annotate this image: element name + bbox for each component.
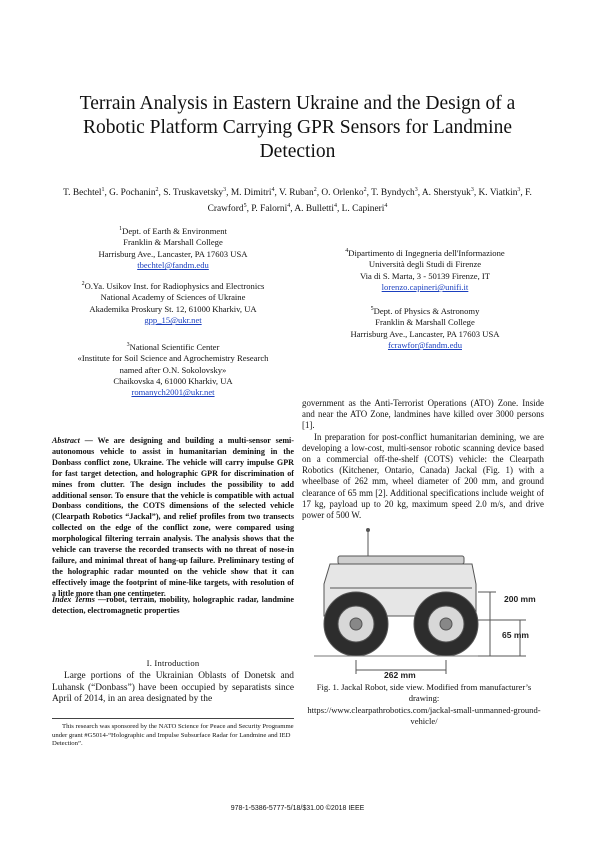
author-name: T. Byndych$^3$	[371, 187, 418, 199]
author-name: L. Capineri$^4$	[341, 203, 388, 215]
affiliation-3	[48, 340, 298, 399]
author-list: T. Bechtel$^1$, G. Pochanin$^2$, S. Truskavetsky$^3$, M. Dimitri$^4$, V. Ruban$^2$, O. Orlenko$^2$, T. Byndych$^3$, A. Sherstyuk$^3$, K. Viatkin$^3$, F. Crawford$^5$, P. Falorni$^4$, A. Bulletti$^4$, L. Capineri$^4$	[63, 187, 532, 215]
right-paragraph-1: government as the Anti-Terrorist Operations (ATO) Zone. Inside and near the ATO Zone, landmines have killed over 3000 persons [1].	[302, 398, 544, 431]
author-affiliation-mark: 3	[517, 187, 521, 193]
author-name: K. Viatkin$^3$	[478, 187, 521, 199]
affiliation-5-line-3: Harrisburg Ave., Lancaster, PA 17603 USA	[350, 328, 500, 339]
index-terms-label: Index Terms	[52, 595, 95, 604]
affiliation-4-email[interactable]: lorenzo.capineri@unifi.it	[381, 282, 469, 293]
author-affiliation-mark: 2	[363, 187, 367, 193]
robot-figure	[300, 528, 548, 678]
affiliation-5-line-2: Franklin & Marshall College	[375, 317, 475, 328]
author-affiliation-mark: 2	[313, 187, 317, 193]
affiliation-3-line-3: named after O.N. Sokolovsky»	[119, 364, 227, 375]
affiliation-2	[48, 279, 298, 326]
author-name: F. Crawford$^5$	[207, 188, 532, 215]
intro-paragraph	[52, 671, 294, 706]
author-name: S. Truskavetsky$^3$	[163, 187, 227, 199]
robot-top-plate	[338, 556, 464, 564]
affiliation-1-line-2: Franklin & Marshall College	[123, 237, 223, 248]
author-name: G. Pochanin$^2$	[109, 187, 159, 199]
right-column-text	[302, 398, 544, 521]
dimension-clearance-label: 65 mm	[502, 630, 529, 640]
dimension-height-label: 200 mm	[504, 594, 536, 604]
author-affiliation-mark: 2	[155, 187, 159, 193]
author-affiliation-mark: 3	[223, 187, 227, 193]
section-heading: I. Introduction	[146, 658, 200, 668]
affiliation-2-email[interactable]: gpp_15@ukr.net	[144, 315, 202, 326]
figure-caption	[304, 682, 544, 728]
affiliation-3-line-1: $^3$National Scientific Center	[126, 341, 220, 352]
jackal-robot-drawing	[300, 528, 548, 678]
dimension-wheelbase-label: 262 mm	[384, 670, 416, 678]
author-name: V. Ruban$^2$	[278, 187, 317, 199]
affiliation-2-line-2: National Academy of Sciences of Ukraine	[100, 292, 246, 303]
affiliation-4-line-2: Università degli Studi di Firenze	[368, 259, 482, 270]
author-name: A. Bulletti$^4$	[294, 203, 337, 215]
author-affiliation-mark: 4	[384, 203, 388, 210]
caption-text: Fig. 1. Jackal Robot, side view. Modified from manufacturer’s drawing:	[316, 682, 532, 704]
affiliation-2-line-1: $^2$O.Ya. Usikov Inst. for Radiophysics and Electronics	[81, 280, 265, 291]
copyright-line: 978-1-5386-5777-5/18/$31.00 ©2018 IEEE	[230, 805, 365, 812]
affiliation-4-line-1: $^4$Dipartimento di Ingegneria dell'Informazione	[345, 247, 505, 258]
index-terms-text: —robot, terrain, mobility, holographic radar, landmine detection, electromagnetic properties	[52, 595, 295, 615]
affiliation-5-line-1: $^5$Dept. of Physics & Astronomy	[370, 305, 480, 316]
affiliation-3-line-2: «Institute for Soil Science and Agrochemistry Research	[77, 353, 269, 364]
footnote-divider	[52, 718, 294, 719]
affiliation-1	[48, 224, 298, 271]
abstract	[52, 436, 294, 600]
author-affiliation-mark: 4	[287, 203, 291, 210]
author-affiliation-mark: 4	[271, 187, 275, 193]
author-affiliation-mark: 3	[470, 187, 474, 193]
author-name: T. Bechtel$^1$	[63, 187, 105, 199]
right-paragraph-2: In preparation for post-conflict humanitarian demining, we are developing a low-cost, multi-sensor robotic scanning device based on a commercial off-the-shelf (COTS) vehicle: the Clearpath Robotics (Kitchener, Ontario, Canada) Jackal (Fig. 1) with a wheelbase of 262 mm, wheel diameter of 200 mm, and ground clearance of 65 mm [2]. Additional specifications include weight of 17 kg, payload up to 20 kg, maximum speed 2.0 m/s, and drive power of 500 W.	[302, 431, 544, 521]
affiliation-1-line-3: Harrisburg Ave., Lancaster, PA 17603 USA	[98, 248, 248, 259]
affiliation-4-line-3: Via di S. Marta, 3 - 50139 Firenze, IT	[359, 270, 491, 281]
index-terms	[52, 595, 294, 617]
author-name: M. Dimitri$^4$	[230, 187, 275, 199]
rear-wheel	[324, 592, 388, 656]
intro-text: Large portions of the Ukrainian Oblasts of Donetsk and Luhansk (“Donbass”) have been occupied by separatists since April of 2014, in an area designated by the	[52, 671, 294, 704]
author-name: A. Sherstyuk$^3$	[421, 187, 474, 199]
affiliation-1-line-1: $^1$Dept. of Earth & Environment	[119, 225, 227, 236]
caption-url[interactable]: https://www.clearpathrobotics.com/jackal-small-unmanned-ground-vehicle/	[307, 704, 541, 727]
footnote: This research was sponsored by the NATO Science for Peace and Security Programme under grant #G5014-“Holographic and Impulse Subsurface Radar for Landmine and IED Detection”.	[52, 723, 294, 748]
affiliation-5-email[interactable]: fcrawfor@fandm.edu	[387, 340, 462, 351]
paper-title: Terrain Analysis in Eastern Ukraine and the Design of a Robotic Platform Carrying GPR Sensors for Landmine Detection	[79, 93, 516, 162]
affiliation-2-line-3: Akademika Proskury St. 12, 61000 Kharkiv, UA	[89, 303, 257, 314]
abstract-label: Abstract	[52, 436, 80, 445]
affiliation-3-email[interactable]: romanych2001@ukr.net	[131, 387, 215, 398]
author-affiliation-mark: 3	[414, 187, 418, 193]
author-name: P. Falorni$^4$	[251, 203, 291, 215]
author-affiliation-mark: 4	[333, 203, 337, 210]
affiliation-4	[300, 246, 550, 293]
front-wheel	[414, 592, 478, 656]
affiliation-5	[300, 304, 550, 351]
affiliation-1-email[interactable]: tbechtel@fandm.edu	[137, 260, 209, 271]
abstract-text: — We are designing and building a multi-sensor semi-autonomous vehicle to assist in humanitarian demining in the Donbass conflict zone, Ukraine. The vehicle will carry impulse GPR for fast target detection, and holographic GPR for discrimination of mines from clutter. The design includes the possibility to add additional sensor. To ensure that the vehicle is compatible with actual Donbass conditions, the COTS dimensions of the selected vehicle (Clearpath Robotics “Jackal”), and relief profiles from two transects collected on the edge of the conflict zone, were compared using morphological filtering terrain analysis. The analysis shows that the vehicle can traverse the recorded transects with no threat of nose-in failure, and minimal threat of hang-up failure. Preliminary testing of the holographic radar mounted on the vehicle show that it can effectively image the footprint of mine-like targets, with resolution of a little more than one centimeter.	[52, 436, 294, 598]
author-affiliation-mark: 5	[243, 203, 247, 210]
author-affiliation-mark: 1	[101, 187, 105, 193]
affiliation-3-line-4: Chaikovska 4, 61000 Kharkiv, UA	[113, 376, 233, 387]
author-name: O. Orlenko$^2$	[321, 187, 367, 199]
